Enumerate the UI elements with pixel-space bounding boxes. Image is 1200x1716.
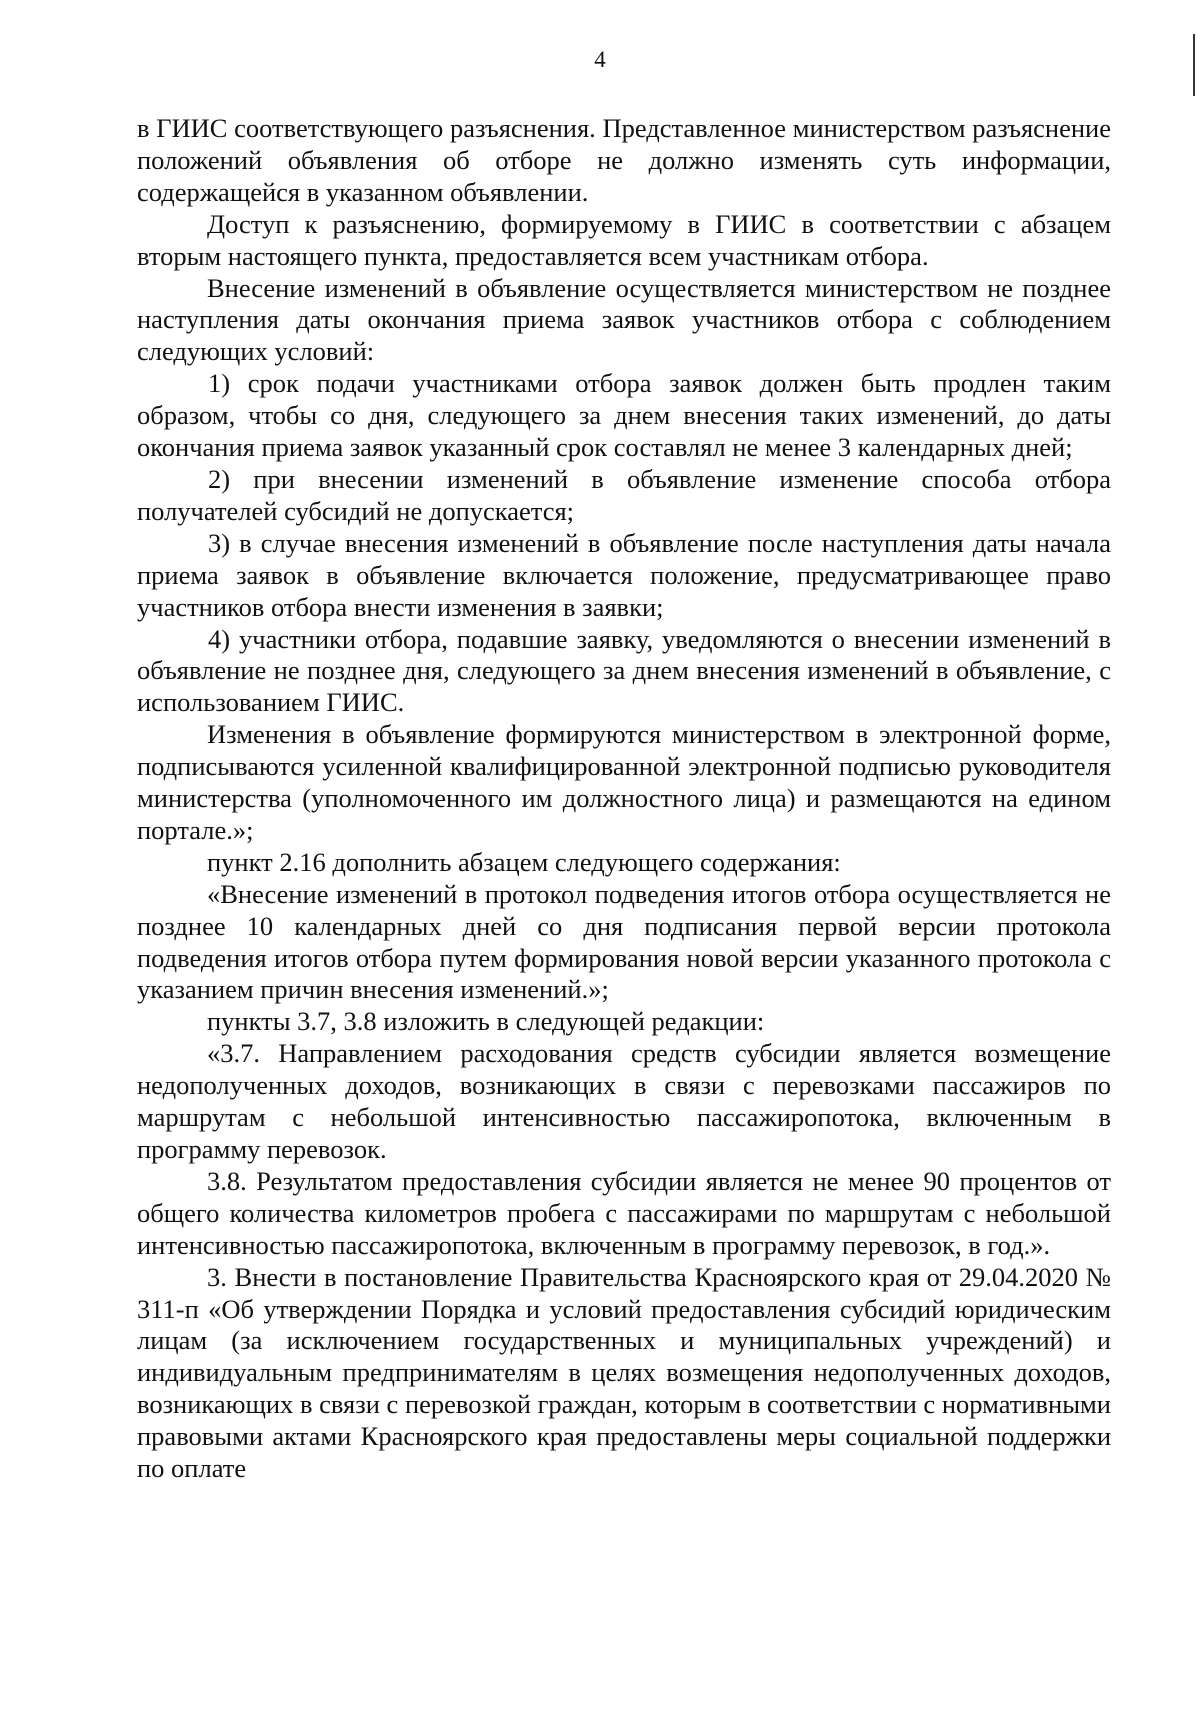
list-item-condition-1: 1) срок подачи участниками отбора заявок должен быть продлен таким образом, чтобы со дня, следующего за днем внесения таких изменений, до даты окончания приема заявок указанный срок составлял не менее 3 календарных дней; [137,368,1111,463]
document-body [137,113,1111,1485]
list-item-condition-2: 2) при внесении изменений в объявление изменение способа отбора получателей субсидий не допускается; [137,463,1111,526]
paragraph-amend-3-7-3-8: пункты 3.7, 3.8 изложить в следующей редакции: [207,1006,765,1037]
page-number: 4 [594,47,606,72]
paragraph-amend-2-16: пункт 2.16 дополнить абзацем следующего содержания: [207,846,841,877]
paragraph-access-to-clarification: Доступ к разъяснению, формируемому в ГИИС в соответствии с абзацем вторым настоящего пункта, предоставляется всем участникам отбора. [137,208,1111,271]
scan-edge-mark [1193,34,1195,96]
list-item-condition-3: 3) в случае внесения изменений в объявление после наступления даты начала приема заявок в объявление включается положение, предусматривающее право участников отбора внести изменения в заявки; [137,527,1111,622]
list-item-condition-4: 4) участники отбора, подавшие заявку, уведомляются о внесении изменений в объявление не позднее дня, следующего за днем внесения изменений в объявление, с использованием ГИИС. [137,623,1111,718]
paragraph-changes-to-announcement: Внесение изменений в объявление осуществляется министерством не позднее наступления даты окончания приема заявок участников отбора с соблюдением следующих условий: [137,272,1111,367]
paragraph-clarification-continued: в ГИИС соответствующего разъяснения. Представленное министерством разъяснение положений объявления об отборе не должно изменять суть информации, содержащейся в указанном объявлении. [137,113,1111,207]
paragraph-clause-3-8: 3.8. Результатом предоставления субсидии является не менее 90 процентов от общего количества километров пробега с пассажирами по маршрутам с небольшой интенсивностью пассажиропотока, включенным в программу перевозок, в год.». [137,1165,1111,1260]
paragraph-clause-3-7: «3.7. Направлением расходования средств субсидии является возмещение недополученных доходов, возникающих в связи с перевозками пассажиров по маршрутам с небольшой интенсивностью пассажиропотока, включенным в программу перевозок. [137,1038,1111,1164]
paragraph-changes-signing: Изменения в объявление формируются министерством в электронной форме, подписываются усиленной квалифицированной электронной подписью руководителя министерства (уполномоченного им должностного лица) и размещаются на едином портале.»; [137,719,1111,845]
paragraph-item-3: 3. Внести в постановление Правительства Красноярского края от 29.04.2020 № 311-п «Об утверждении Порядка и условий предоставления субсидий юридическим лицам (за исключением государственных и муниципальных учреждений) и индивидуальным предпринимателям в целях возмещения недополученных доходов, возникающих в связи с перевозкой граждан, которым в соответствии с нормативными правовыми актами Красноярского края предоставлены меры социальной поддержки по оплате [137,1261,1111,1484]
paragraph-protocol-changes: «Внесение изменений в протокол подведения итогов отбора осуществляется не позднее 10 календарных дней со дня подписания первой версии протокола подведения итогов отбора путем формирования новой версии указанного протокола с указанием причин внесения изменений.»; [137,878,1111,1005]
